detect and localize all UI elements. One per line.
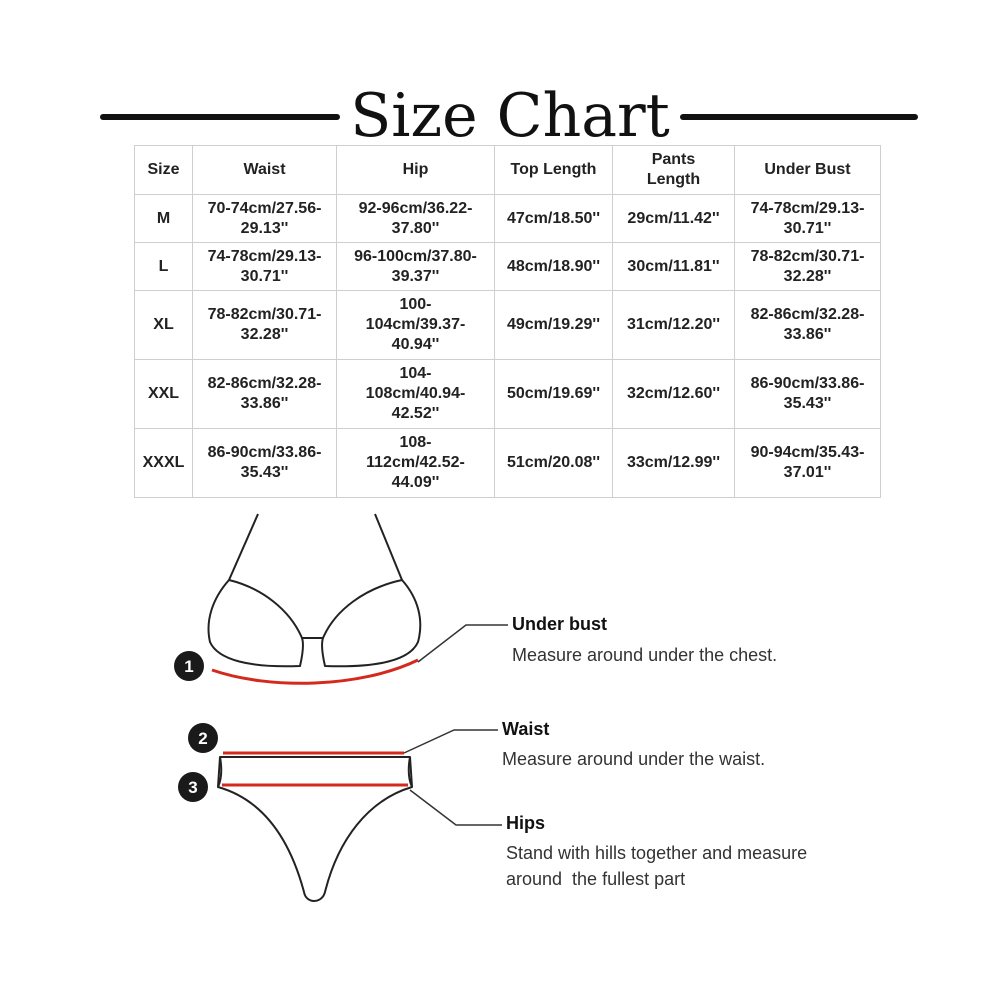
measurement-illustration xyxy=(0,500,1000,920)
waist-title: Waist xyxy=(502,719,550,739)
waist-leader xyxy=(404,730,498,753)
title-rule-right xyxy=(680,114,918,120)
cell-top-length: 48cm/18.90'' xyxy=(495,243,613,291)
badge-2 xyxy=(188,723,218,753)
hips-description-line-2: around the fullest part xyxy=(506,869,686,889)
column-header-top-length: Top Length xyxy=(495,146,613,195)
hips-description-line-1: Stand with hills together and measure xyxy=(506,843,808,863)
table-row xyxy=(135,360,881,429)
table-row xyxy=(135,243,881,291)
cell-pants-length: 29cm/11.42'' xyxy=(613,195,735,243)
cell-pants-length: 31cm/12.20'' xyxy=(613,291,735,360)
cell-under-bust: 82-86cm/32.28-33.86'' xyxy=(735,291,881,360)
bikini-bottom-icon xyxy=(218,757,412,901)
badge-3 xyxy=(178,772,208,802)
title-rule-left xyxy=(100,114,340,120)
cell-hip: 92-96cm/36.22-37.80'' xyxy=(337,195,495,243)
cell-hip: 100-104cm/39.37-40.94'' xyxy=(337,291,495,360)
cell-under-bust: 90-94cm/35.43-37.01'' xyxy=(735,429,881,498)
cell-waist: 82-86cm/32.28-33.86'' xyxy=(193,360,337,429)
column-header-pants-length: Pants Length xyxy=(613,146,735,195)
svg-text:1: 1 xyxy=(184,657,194,676)
column-header-waist: Waist xyxy=(193,146,337,195)
cell-size: L xyxy=(135,243,193,291)
table-row xyxy=(135,429,881,498)
size-table xyxy=(134,145,881,498)
cell-size: XL xyxy=(135,291,193,360)
cell-waist: 70-74cm/27.56-29.13'' xyxy=(193,195,337,243)
svg-text:3: 3 xyxy=(188,778,198,797)
cell-waist: 78-82cm/30.71-32.28'' xyxy=(193,291,337,360)
cell-under-bust: 78-82cm/30.71-32.28'' xyxy=(735,243,881,291)
under-bust-title: Under bust xyxy=(512,614,608,634)
cell-pants-length: 32cm/12.60'' xyxy=(613,360,735,429)
cell-under-bust: 86-90cm/33.86-35.43'' xyxy=(735,360,881,429)
column-header-hip: Hip xyxy=(337,146,495,195)
column-header-size: Size xyxy=(135,146,193,195)
table-row xyxy=(135,195,881,243)
cell-hip: 104-108cm/40.94-42.52'' xyxy=(337,360,495,429)
cell-top-length: 47cm/18.50'' xyxy=(495,195,613,243)
under-bust-description: Measure around under the chest. xyxy=(512,645,778,665)
cell-top-length: 50cm/19.69'' xyxy=(495,360,613,429)
cell-top-length: 51cm/20.08'' xyxy=(495,429,613,498)
cell-size: XXXL xyxy=(135,429,193,498)
cell-hip: 108-112cm/42.52-44.09'' xyxy=(337,429,495,498)
measurement-guide xyxy=(0,500,1000,920)
table-header-row xyxy=(135,146,881,195)
under-bust-leader xyxy=(418,625,508,662)
cell-waist: 74-78cm/29.13-30.71'' xyxy=(193,243,337,291)
hips-title: Hips xyxy=(506,813,546,833)
column-header-under-bust: Under Bust xyxy=(735,146,881,195)
svg-text:2: 2 xyxy=(198,729,208,748)
cell-size: XXL xyxy=(135,360,193,429)
cell-waist: 86-90cm/33.86-35.43'' xyxy=(193,429,337,498)
cell-pants-length: 33cm/12.99'' xyxy=(613,429,735,498)
cell-top-length: 49cm/19.29'' xyxy=(495,291,613,360)
hips-leader xyxy=(410,790,502,825)
cell-size: M xyxy=(135,195,193,243)
cell-under-bust: 74-78cm/29.13-30.71'' xyxy=(735,195,881,243)
page-title: Size Chart xyxy=(350,81,670,151)
table-row xyxy=(135,291,881,360)
cell-pants-length: 30cm/11.81'' xyxy=(613,243,735,291)
cell-hip: 96-100cm/37.80-39.37'' xyxy=(337,243,495,291)
bikini-top-icon xyxy=(209,514,421,666)
badge-1 xyxy=(174,651,204,681)
waist-description: Measure around under the waist. xyxy=(502,749,766,769)
